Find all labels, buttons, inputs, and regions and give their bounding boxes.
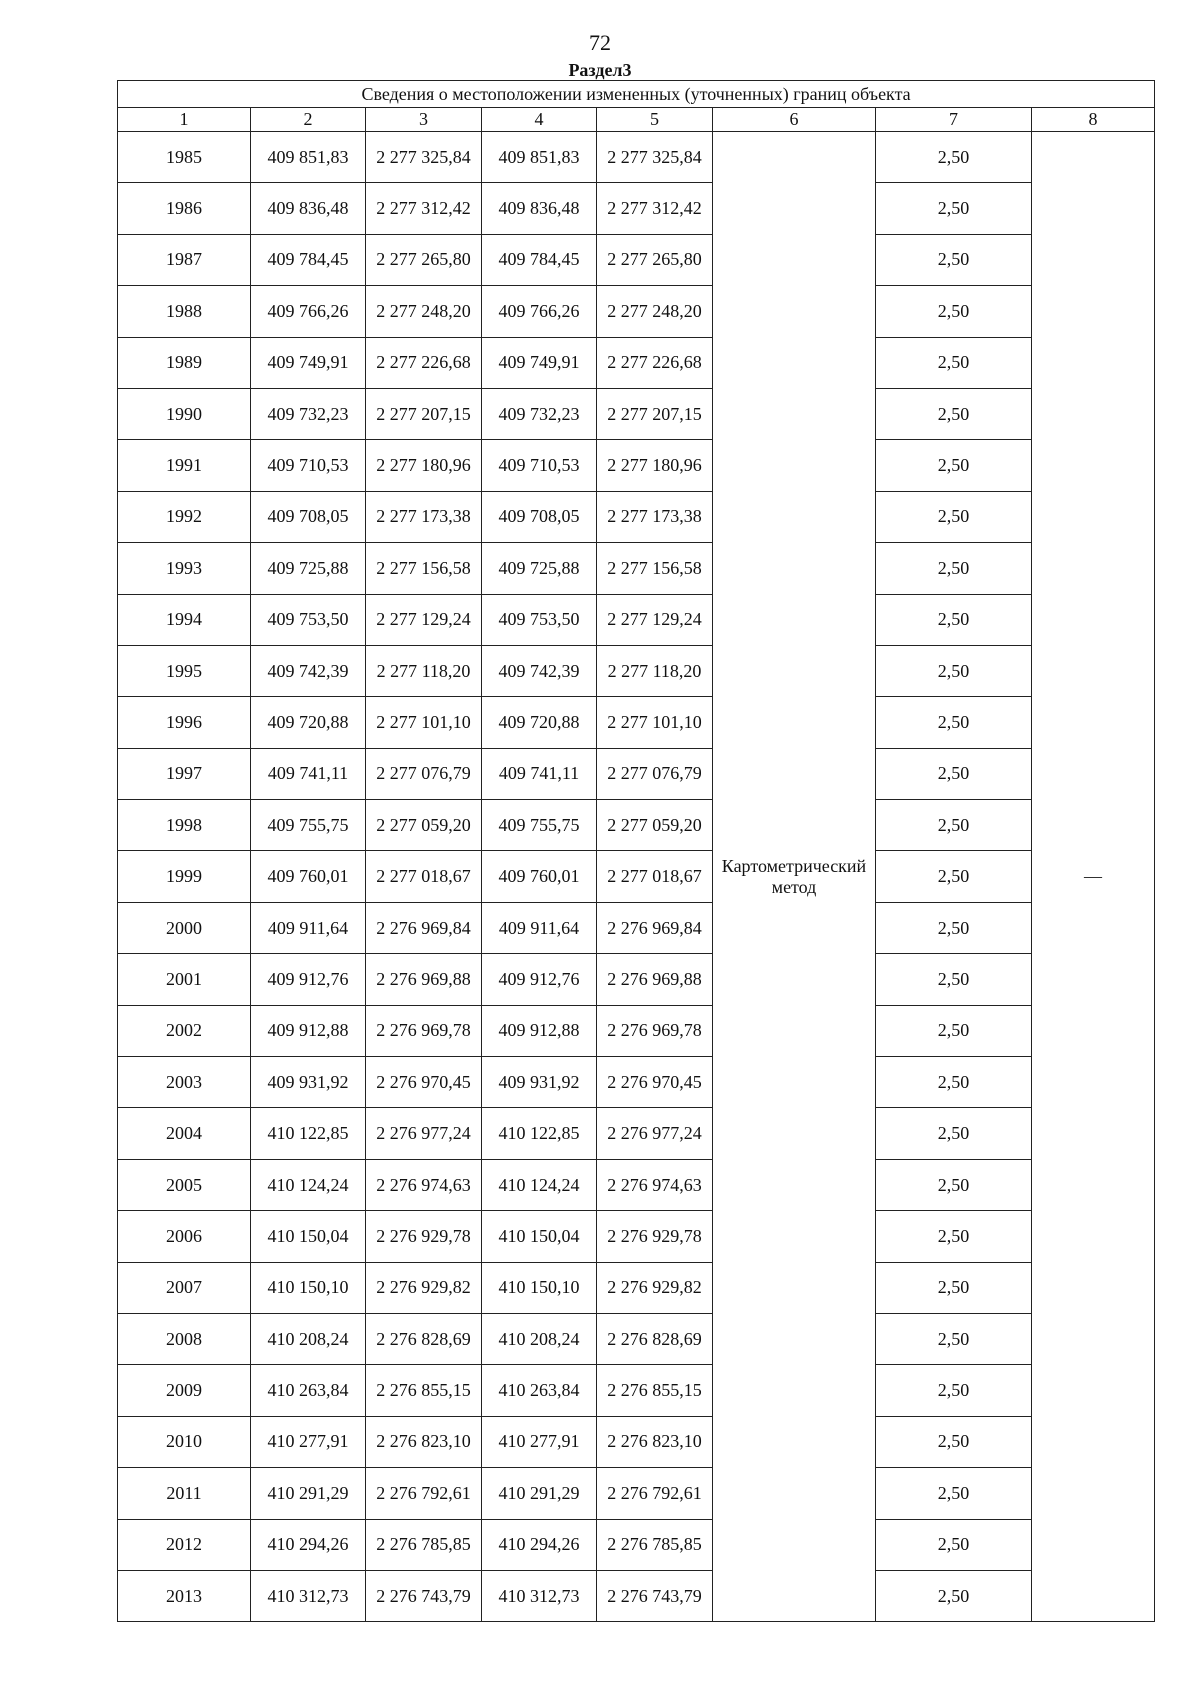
table-cell: 2009 <box>118 1365 251 1416</box>
accuracy-cell: 2,50 <box>876 286 1032 337</box>
table-cell: 409 755,75 <box>482 800 597 851</box>
table-cell: 2 276 785,85 <box>366 1519 482 1570</box>
table-row <box>118 1262 1155 1313</box>
table-cell: 410 208,24 <box>251 1313 366 1364</box>
accuracy-cell: 2,50 <box>876 1108 1032 1159</box>
table-cell: 1990 <box>118 388 251 439</box>
table-row <box>118 1416 1155 1467</box>
table-cell: 409 742,39 <box>251 645 366 696</box>
table-cell: 2 277 118,20 <box>597 645 713 696</box>
table-cell: 2 277 059,20 <box>597 800 713 851</box>
table-row <box>118 440 1155 491</box>
table-cell: 2 277 312,42 <box>366 183 482 234</box>
table-cell: 409 912,76 <box>482 954 597 1005</box>
table-cell: 409 708,05 <box>251 491 366 542</box>
table-cell: 2 277 018,67 <box>366 851 482 902</box>
table-cell: 409 931,92 <box>251 1057 366 1108</box>
accuracy-cell: 2,50 <box>876 440 1032 491</box>
table-cell: 409 912,88 <box>482 1005 597 1056</box>
table-cell: 410 150,10 <box>251 1262 366 1313</box>
table-row <box>118 337 1155 388</box>
table-row <box>118 1468 1155 1519</box>
table-cell: 2 276 743,79 <box>597 1570 713 1621</box>
table-cell: 2 277 156,58 <box>366 543 482 594</box>
table-cell: 410 277,91 <box>482 1416 597 1467</box>
accuracy-cell: 2,50 <box>876 1468 1032 1519</box>
table-cell: 2 276 855,15 <box>366 1365 482 1416</box>
table-cell: 2010 <box>118 1416 251 1467</box>
table-row <box>118 748 1155 799</box>
table-cell: 409 753,50 <box>251 594 366 645</box>
table-cell: 2003 <box>118 1057 251 1108</box>
table-cell: 410 122,85 <box>482 1108 597 1159</box>
table-row <box>118 954 1155 1005</box>
table-cell: 409 931,92 <box>482 1057 597 1108</box>
accuracy-cell: 2,50 <box>876 1262 1032 1313</box>
accuracy-cell: 2,50 <box>876 1057 1032 1108</box>
table-cell: 2002 <box>118 1005 251 1056</box>
table-cell: 1996 <box>118 697 251 748</box>
table-row <box>118 594 1155 645</box>
accuracy-cell: 2,50 <box>876 1570 1032 1621</box>
table-cell: 1992 <box>118 491 251 542</box>
table-cell: 2 277 173,38 <box>366 491 482 542</box>
table-cell: 410 294,26 <box>251 1519 366 1570</box>
table-cell: 409 912,76 <box>251 954 366 1005</box>
column-number-row <box>118 108 1155 132</box>
table-cell: 2 276 929,78 <box>597 1211 713 1262</box>
accuracy-cell: 2,50 <box>876 234 1032 285</box>
table-cell: 410 312,73 <box>251 1570 366 1621</box>
table-cell: 2 276 969,78 <box>597 1005 713 1056</box>
table-cell: 409 710,53 <box>251 440 366 491</box>
accuracy-cell: 2,50 <box>876 697 1032 748</box>
table-cell: 410 277,91 <box>251 1416 366 1467</box>
table-row <box>118 697 1155 748</box>
table-cell: 2013 <box>118 1570 251 1621</box>
table-cell: 410 312,73 <box>482 1570 597 1621</box>
accuracy-cell: 2,50 <box>876 851 1032 902</box>
table-cell: 409 720,88 <box>251 697 366 748</box>
table-cell: 409 836,48 <box>251 183 366 234</box>
boundary-coordinates-table <box>117 80 1155 1622</box>
table-row <box>118 183 1155 234</box>
table-cell: 409 912,88 <box>251 1005 366 1056</box>
table-cell: 2 277 265,80 <box>597 234 713 285</box>
table-row <box>118 1365 1155 1416</box>
table-cell: 2004 <box>118 1108 251 1159</box>
table-cell: 2008 <box>118 1313 251 1364</box>
table-row <box>118 491 1155 542</box>
table-cell: 409 732,23 <box>482 388 597 439</box>
table-cell: 2 276 792,61 <box>597 1468 713 1519</box>
table-cell: 2012 <box>118 1519 251 1570</box>
table-cell: 2 277 076,79 <box>597 748 713 799</box>
table-cell: 1987 <box>118 234 251 285</box>
table-cell: 409 725,88 <box>251 543 366 594</box>
accuracy-cell: 2,50 <box>876 1211 1032 1262</box>
column-header: 7 <box>876 108 1032 132</box>
table-cell: 410 150,04 <box>482 1211 597 1262</box>
accuracy-cell: 2,50 <box>876 1159 1032 1210</box>
table-cell: 2005 <box>118 1159 251 1210</box>
table-cell: 2 277 226,68 <box>597 337 713 388</box>
table-cell: 1989 <box>118 337 251 388</box>
table-cell: 2 276 977,24 <box>597 1108 713 1159</box>
table-cell: 409 911,64 <box>251 902 366 953</box>
table-cell: 2 276 828,69 <box>366 1313 482 1364</box>
column-header: 5 <box>597 108 713 132</box>
table-row <box>118 234 1155 285</box>
table-cell: 410 208,24 <box>482 1313 597 1364</box>
table-cell: 2 276 974,63 <box>366 1159 482 1210</box>
accuracy-cell: 2,50 <box>876 748 1032 799</box>
table-cell: 1998 <box>118 800 251 851</box>
table-cell: 1986 <box>118 183 251 234</box>
table-cell: 1994 <box>118 594 251 645</box>
table-cell: 2006 <box>118 1211 251 1262</box>
table-cell: 2 276 970,45 <box>366 1057 482 1108</box>
table-cell: 2007 <box>118 1262 251 1313</box>
table-cell: 409 708,05 <box>482 491 597 542</box>
table-row <box>118 800 1155 851</box>
accuracy-cell: 2,50 <box>876 1416 1032 1467</box>
table-cell: 2 276 855,15 <box>597 1365 713 1416</box>
table-cell: 409 760,01 <box>251 851 366 902</box>
table-cell: 2 277 180,96 <box>366 440 482 491</box>
table-cell: 2 276 970,45 <box>597 1057 713 1108</box>
accuracy-cell: 2,50 <box>876 543 1032 594</box>
table-cell: 410 291,29 <box>251 1468 366 1519</box>
table-caption: Сведения о местоположении измененных (уточненных) границ объекта <box>118 81 1155 108</box>
table-cell: 410 263,84 <box>251 1365 366 1416</box>
table-row <box>118 851 1155 902</box>
table-cell: 409 851,83 <box>251 132 366 183</box>
column-header: 1 <box>118 108 251 132</box>
table-cell: 410 150,04 <box>251 1211 366 1262</box>
table-cell: 2 276 823,10 <box>597 1416 713 1467</box>
table-cell: 2 277 325,84 <box>597 132 713 183</box>
table-cell: 2 277 265,80 <box>366 234 482 285</box>
table-cell: 409 911,64 <box>482 902 597 953</box>
table-cell: 409 720,88 <box>482 697 597 748</box>
table-cell: 409 742,39 <box>482 645 597 696</box>
column-header: 3 <box>366 108 482 132</box>
table-cell: 2 276 969,88 <box>597 954 713 1005</box>
table-cell: 409 836,48 <box>482 183 597 234</box>
accuracy-cell: 2,50 <box>876 183 1032 234</box>
table-cell: 2 277 076,79 <box>366 748 482 799</box>
accuracy-cell: 2,50 <box>876 388 1032 439</box>
table-cell: 1995 <box>118 645 251 696</box>
table-cell: 2 276 969,88 <box>366 954 482 1005</box>
table-cell: 2 276 969,84 <box>366 902 482 953</box>
table-cell: 409 851,83 <box>482 132 597 183</box>
table-cell: 1988 <box>118 286 251 337</box>
accuracy-cell: 2,50 <box>876 1519 1032 1570</box>
table-cell: 2 277 248,20 <box>597 286 713 337</box>
table-row <box>118 1057 1155 1108</box>
table-cell: 2 276 969,84 <box>597 902 713 953</box>
column-header: 6 <box>713 108 876 132</box>
table-cell: 410 150,10 <box>482 1262 597 1313</box>
table-body <box>118 132 1155 1622</box>
table-cell: 410 124,24 <box>251 1159 366 1210</box>
table-row <box>118 388 1155 439</box>
accuracy-cell: 2,50 <box>876 1365 1032 1416</box>
table-cell: 2 276 969,78 <box>366 1005 482 1056</box>
table-cell: 409 741,11 <box>251 748 366 799</box>
table-cell: 2 277 129,24 <box>597 594 713 645</box>
table-cell: 409 784,45 <box>251 234 366 285</box>
table-cell: 2 276 929,78 <box>366 1211 482 1262</box>
table-row <box>118 902 1155 953</box>
column-header: 4 <box>482 108 597 132</box>
method-cell: Картометрический метод <box>713 132 876 1622</box>
table-cell: 2 277 156,58 <box>597 543 713 594</box>
table-row <box>118 543 1155 594</box>
table-cell: 2 276 828,69 <box>597 1313 713 1364</box>
accuracy-cell: 2,50 <box>876 1005 1032 1056</box>
table-cell: 410 124,24 <box>482 1159 597 1210</box>
accuracy-cell: 2,50 <box>876 594 1032 645</box>
table-row <box>118 1313 1155 1364</box>
table-cell: 2 277 180,96 <box>597 440 713 491</box>
table-cell: 2 276 929,82 <box>597 1262 713 1313</box>
table-cell: 2 277 059,20 <box>366 800 482 851</box>
table-cell: 410 291,29 <box>482 1468 597 1519</box>
table-row <box>118 1159 1155 1210</box>
table-cell: 1999 <box>118 851 251 902</box>
accuracy-cell: 2,50 <box>876 132 1032 183</box>
table-cell: 410 122,85 <box>251 1108 366 1159</box>
table-cell: 2 276 823,10 <box>366 1416 482 1467</box>
table-row <box>118 1570 1155 1621</box>
table-row <box>118 1519 1155 1570</box>
table-cell: 2 277 226,68 <box>366 337 482 388</box>
table-cell: 2 277 248,20 <box>366 286 482 337</box>
note-cell: — <box>1032 132 1155 1622</box>
accuracy-cell: 2,50 <box>876 1313 1032 1364</box>
table-cell: 1993 <box>118 543 251 594</box>
table-cell: 409 749,91 <box>251 337 366 388</box>
table-row <box>118 1108 1155 1159</box>
accuracy-cell: 2,50 <box>876 954 1032 1005</box>
column-header: 2 <box>251 108 366 132</box>
table-row <box>118 286 1155 337</box>
table-cell: 2001 <box>118 954 251 1005</box>
table-cell: 2 277 101,10 <box>366 697 482 748</box>
column-header: 8 <box>1032 108 1155 132</box>
table-row <box>118 132 1155 183</box>
table-cell: 409 741,11 <box>482 748 597 799</box>
table-cell: 2 276 792,61 <box>366 1468 482 1519</box>
table-cell: 2 277 312,42 <box>597 183 713 234</box>
table-cell: 409 755,75 <box>251 800 366 851</box>
table-cell: 410 263,84 <box>482 1365 597 1416</box>
table-cell: 2 276 929,82 <box>366 1262 482 1313</box>
table-cell: 1985 <box>118 132 251 183</box>
table-cell: 409 760,01 <box>482 851 597 902</box>
table-cell: 409 753,50 <box>482 594 597 645</box>
table-row <box>118 1211 1155 1262</box>
accuracy-cell: 2,50 <box>876 491 1032 542</box>
page-number: 72 <box>589 30 611 55</box>
table-cell: 2 277 018,67 <box>597 851 713 902</box>
table-cell: 410 294,26 <box>482 1519 597 1570</box>
table-cell: 409 766,26 <box>482 286 597 337</box>
table-cell: 2 276 974,63 <box>597 1159 713 1210</box>
table-cell: 2 277 129,24 <box>366 594 482 645</box>
table-cell: 2000 <box>118 902 251 953</box>
table-cell: 2 276 785,85 <box>597 1519 713 1570</box>
table-cell: 409 749,91 <box>482 337 597 388</box>
table-cell: 2 276 743,79 <box>366 1570 482 1621</box>
table-cell: 409 732,23 <box>251 388 366 439</box>
table-cell: 2 276 977,24 <box>366 1108 482 1159</box>
table-cell: 2 277 173,38 <box>597 491 713 542</box>
table-cell: 1997 <box>118 748 251 799</box>
table-cell: 409 710,53 <box>482 440 597 491</box>
table-cell: 2 277 325,84 <box>366 132 482 183</box>
table-cell: 409 766,26 <box>251 286 366 337</box>
accuracy-cell: 2,50 <box>876 800 1032 851</box>
accuracy-cell: 2,50 <box>876 645 1032 696</box>
table-cell: 2 277 207,15 <box>597 388 713 439</box>
table-row <box>118 1005 1155 1056</box>
table-cell: 409 784,45 <box>482 234 597 285</box>
section-title: Раздел3 <box>568 60 632 80</box>
table-cell: 1991 <box>118 440 251 491</box>
table-cell: 2 277 207,15 <box>366 388 482 439</box>
accuracy-cell: 2,50 <box>876 337 1032 388</box>
table-cell: 2011 <box>118 1468 251 1519</box>
table-row <box>118 645 1155 696</box>
table-cell: 2 277 118,20 <box>366 645 482 696</box>
accuracy-cell: 2,50 <box>876 902 1032 953</box>
table-cell: 2 277 101,10 <box>597 697 713 748</box>
table-cell: 409 725,88 <box>482 543 597 594</box>
